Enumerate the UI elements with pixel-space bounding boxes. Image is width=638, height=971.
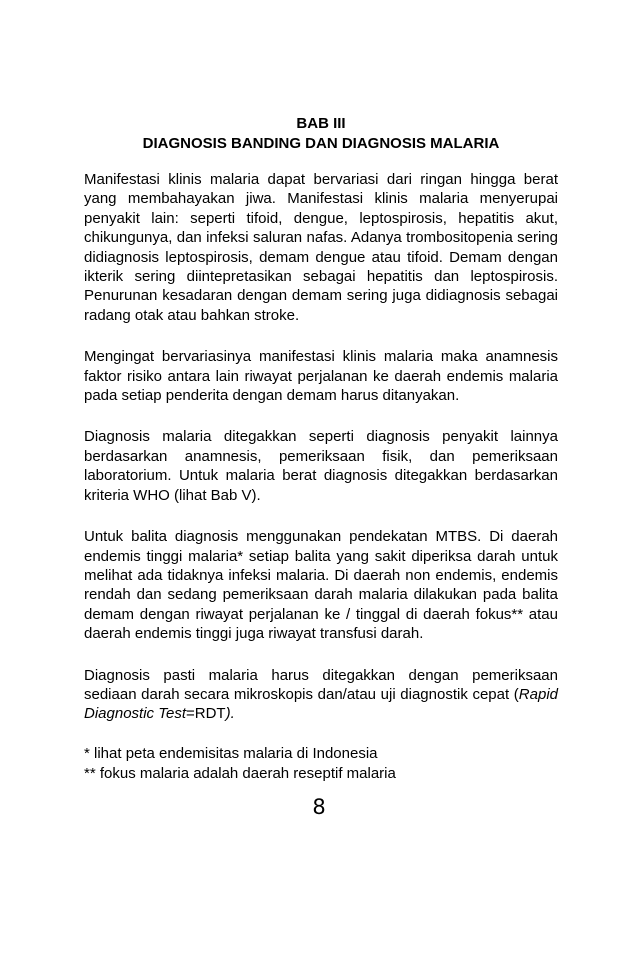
paragraph-risk-factor: Mengingat bervariasinya manifestasi klinis malaria maka anamnesis faktor risiko antara lain riwayat perjalanan ke daerah endemis malaria pada setiap penderita dengan demam harus ditanyakan. (84, 348, 558, 405)
footnote-endemicity-map: * lihat peta endemisitas malaria di Indonesia (84, 744, 378, 762)
page-number: 8 (312, 795, 326, 819)
footnote-malaria-focus: ** fokus malaria adalah daerah reseptif malaria (84, 764, 396, 782)
paragraph-definitive-diagnosis (84, 666, 558, 724)
closing-parenthesis: ). (225, 705, 235, 723)
paragraph-toddler-diagnosis: Untuk balita diagnosis menggunakan pendekatan MTBS. Di daerah endemis tinggi malaria* setiap balita yang sakit diperiksa darah untuk melihat ada tidaknya infeksi malaria. Di daerah non endemis, endemis rendah dan sedang pemeriksaan darah malaria dilakukan pada balita demam dengan riwayat perjalanan ke / tinggal di daerah fokus** atau daerah endemis tinggi juga riwayat transfusi darah. (84, 528, 558, 643)
paragraph-clinical-manifestation: Manifestasi klinis malaria dapat bervariasi dari ringan hingga berat yang membahayakan jiwa. Manifestasi klinis malaria menyerupai penyakit lain: seperti tifoid, dengue, leptospirosis, hepatitis akut, chikungunya, dan infeksi saluran nafas. Adanya trombositopenia sering didiagnosis leptospirosis, demam dengue atau tifoid. Demam dengan ikterik sering diintepretasikan sebagai hepatitis dan leptospirosis. Penurunan kesadaran dengan demam sering juga didiagnosis sebagai radang otak atau bahkan stroke. (84, 171, 558, 324)
rdt-abbreviation: =RDT (186, 705, 226, 723)
chapter-number: BAB III (296, 115, 346, 132)
chapter-title: DIAGNOSIS BANDING DAN DIAGNOSIS MALARIA (142, 135, 500, 152)
paragraph-diagnosis-basis: Diagnosis malaria ditegakkan seperti diagnosis penyakit lainnya berdasarkan anamnesis, pemeriksaan fisik, dan pemeriksaan laboratorium. Untuk malaria berat diagnosis ditegakkan berdasarkan kriteria WHO (lihat Bab V). (84, 428, 558, 504)
footnotes (84, 744, 558, 784)
definitive-diagnosis-text: Diagnosis pasti malaria harus ditegakkan dengan pemeriksaan sediaan darah secara mikroskopis dan/atau uji diagnostik cepat ( (84, 666, 558, 703)
rdt-term: Rapid Diagnostic Test (84, 685, 558, 723)
document-page (84, 115, 558, 784)
